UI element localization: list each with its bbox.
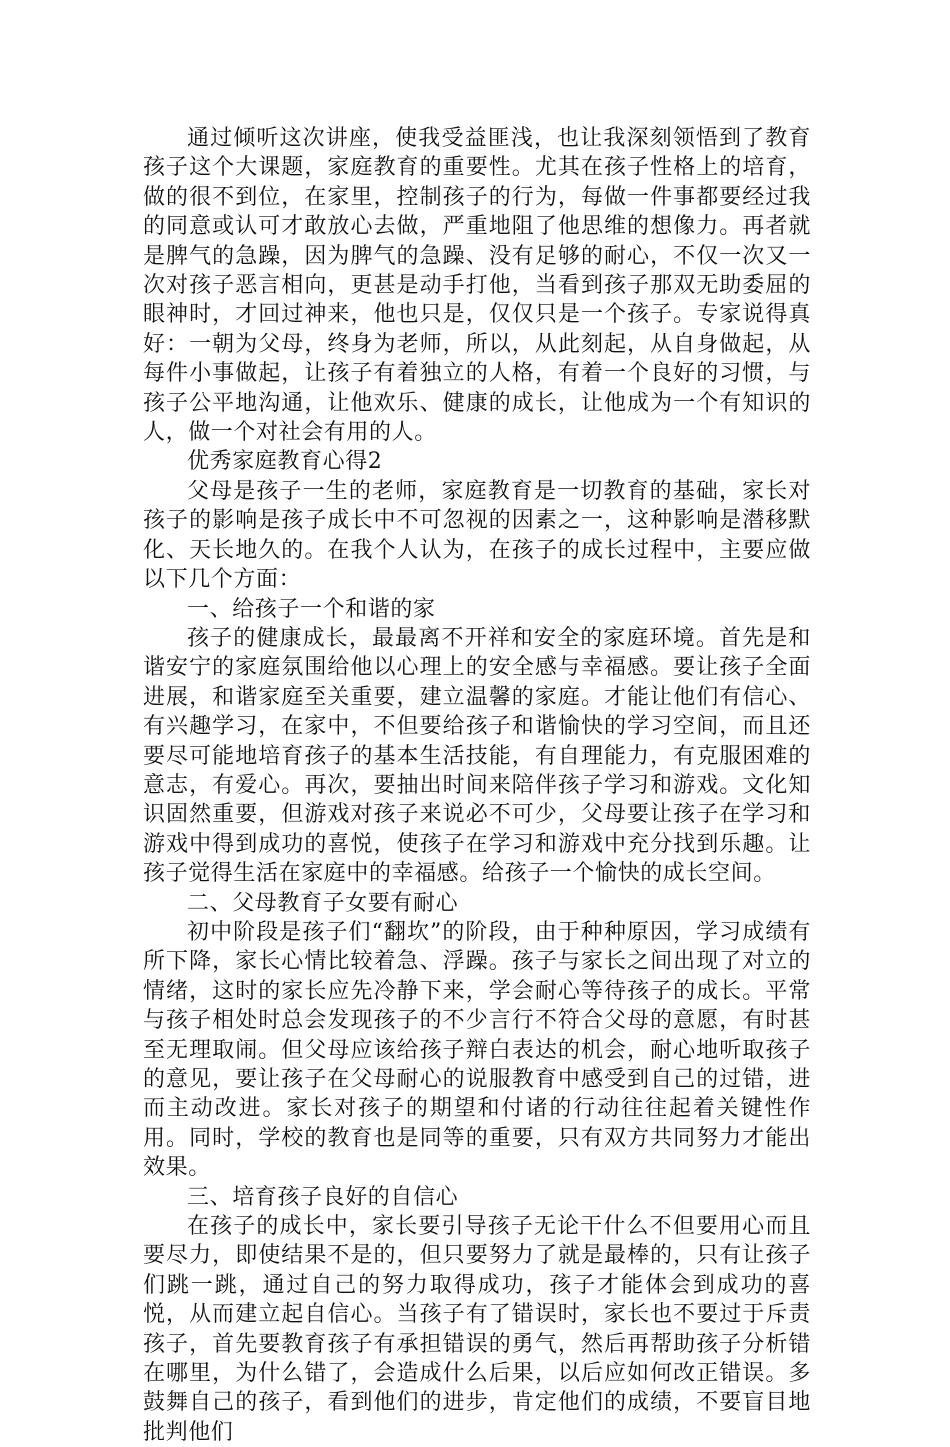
document-body xyxy=(143,124,811,1447)
subheading-harmonious-home: 一、给孩子一个和谐的家 xyxy=(187,596,436,622)
subheading-self-confidence: 三、培育孩子良好的自信心 xyxy=(187,1184,459,1210)
paragraph-parents-teachers: 父母是孩子一生的老师，家庭教育是一切教育的基础，家长对孩子的影响是孩子成长中不可忽视的因素之一，这种影响是潜移默化、天长地久的。在我个人认为，在孩子的成长过程中，主要应做以下几个方面： xyxy=(143,478,811,593)
section-title-essay-2: 优秀家庭教育心得2 xyxy=(187,449,383,475)
paragraph-lecture-reflection: 通过倾听这次讲座，使我受益匪浅，也让我深刻领悟到了教育孩子这个大课题，家庭教育的重要性。尤其在孩子性格上的培育，做的很不到位，在家里，控制孩子的行为，每做一件事都要经过我的同意或认可才敢放心去做，严重地阻了他思维的想像力。再者就是脾气的急躁，因为脾气的急躁、没有足够的耐心，不仅一次又一次对孩子恶言相向，更甚是动手打他，当看到孩子那双无助委屈的眼神时，才回过神来，他也只是，仅仅只是一个孩子。专家说得真好：一朝为父母，终身为老师，所以，从此刻起，从自身做起，从每件小事做起，让孩子有着独立的人格，有着一个良好的习惯，与孩子公平地沟通，让他欢乐、健康的成长，让他成为一个有知识的人，做一个对社会有用的人。 xyxy=(143,126,811,446)
paragraph-self-confidence: 在孩子的成长中，家长要引导孩子无论干什么不但要用心而且要尽力，即使结果不是的，但只要努力了就是最棒的，只有让孩子们跳一跳，通过自己的努力取得成功，孩子才能体会到成功的喜悦，从而建立起自信心。当孩子有了错误时，家长也不要过于斥责孩子，首先要教育孩子有承担错误的勇气，然后再帮助孩子分析错在哪里，为什么错了，会造成什么后果，以后应如何改正错误。多鼓舞自己的孩子，看到他们的进步，肯定他们的成绩，不要盲目地批判他们 xyxy=(143,1214,811,1445)
subheading-patience: 二、父母教育子女要有耐心 xyxy=(187,890,459,916)
paragraph-harmonious-home: 孩子的健康成长，最最离不开祥和安全的家庭环境。首先是和谐安宁的家庭氛围给他以心理上的安全感与幸福感。要让孩子全面进展，和谐家庭至关重要，建立温馨的家庭。才能让他们有信心、有兴趣学习，在家中，不但要给孩子和谐愉快的学习空间，而且还要尽可能地培育孩子的基本生活技能，有自理能力，有克服困难的意志，有爱心。再次，要抽出时间来陪伴孩子学习和游戏。文化知识固然重要，但游戏对孩子来说必不可少，父母要让孩子在学习和游戏中得到成功的喜悦，使孩子在学习和游戏中充分找到乐趣。让孩子觉得生活在家庭中的幸福感。给孩子一个愉快的成长空间。 xyxy=(143,625,811,887)
paragraph-patience: 初中阶段是孩子们“翻坎”的阶段，由于种种原因，学习成绩有所下降，家长心情比较着急、浮躁。孩子与家长之间出现了对立的情绪，这时的家长应先冷静下来，学会耐心等待孩子的成长。平常与孩子相处时总会发现孩子的不少言行不符合父母的意愿，有时甚至无理取闹。但父母应该给孩子辩白表达的机会，耐心地听取孩子的意见，要让孩子在父母耐心的说服教育中感受到自己的过错，进而主动改进。家长对孩子的期望和付诸的行动往往起着关键性作用。同时，学校的教育也是同等的重要，只有双方共同努力才能出效果。 xyxy=(143,919,811,1181)
